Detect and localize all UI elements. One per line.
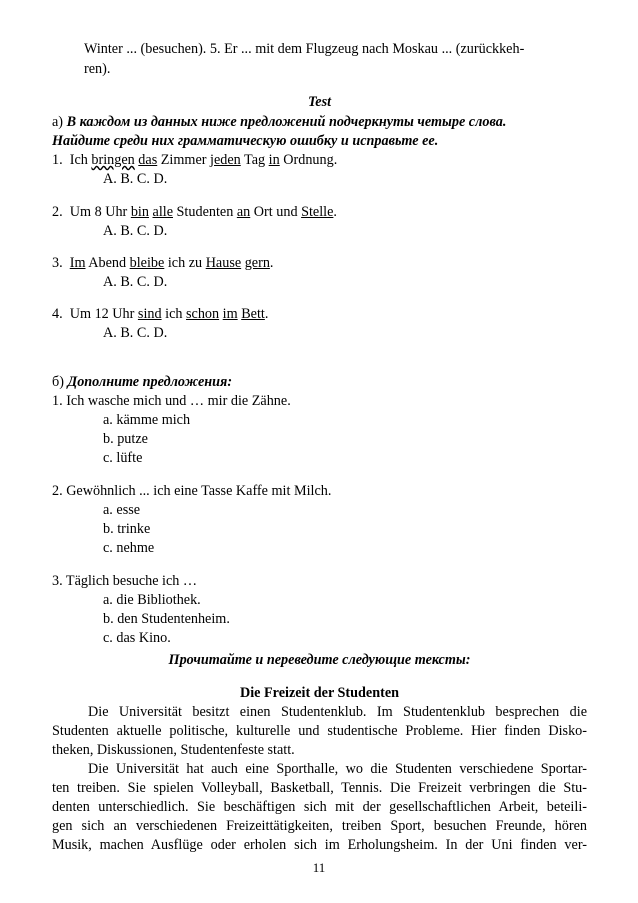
word: Um 8 Uhr <box>69 204 128 220</box>
question-3: 3. Täglich besuche ich … <box>52 573 198 589</box>
paragraph-2-line-1: Die Universität hat auch eine Sporthalle, wo die Studenten verschiedene Sportar- <box>88 761 587 777</box>
section-b-label: б) <box>52 374 64 390</box>
paragraph-2-line-2: ten treiben. Sie spielen Volleyball, Basketball, Tennis. Die Freizeit verbringen die Stu- <box>52 780 587 796</box>
section-a-instruction-1 <box>52 113 587 132</box>
question-1-option-b: b. putze <box>103 431 148 447</box>
sentence-1 <box>52 151 587 170</box>
sentence-1-options: A. B. C. D. <box>103 171 168 187</box>
sentence-2 <box>52 203 587 222</box>
read-instruction: Прочитайте и переведите следующие тексты: <box>168 652 471 668</box>
word: . <box>264 306 269 322</box>
underlined-word-a: bin <box>130 204 149 220</box>
section-a-label: а) <box>52 114 64 130</box>
sentence-4-options: A. B. C. D. <box>103 325 168 341</box>
word: Ort und <box>253 204 298 220</box>
sentence-2-options: A. B. C. D. <box>103 223 168 239</box>
underlined-word-d: gern <box>244 255 270 271</box>
sentence-number: 2. <box>52 204 63 220</box>
question-3-option-b: b. den Studentenheim. <box>103 611 230 627</box>
question-2-option-b: b. trinke <box>103 521 151 537</box>
underlined-word-d: Bett <box>241 306 265 322</box>
word: . <box>333 204 337 220</box>
word: Abend <box>88 255 127 271</box>
underlined-word-a: Im <box>69 255 86 271</box>
sentence-number: 1. <box>52 152 63 168</box>
paragraph-2-line-3: denten unterschiedlich. Sie beschäftigen sich mit der gesellschaftlichen Arbeit, beteili- <box>52 799 587 815</box>
word: Tag <box>244 152 266 168</box>
underlined-word-d: Stelle <box>301 204 334 220</box>
underlined-word-c: Hause <box>205 255 242 271</box>
question-1-option-a: a. kämme mich <box>103 412 191 428</box>
underlined-word-c: an <box>236 204 251 220</box>
word: ich zu <box>167 255 203 271</box>
underlined-word-c: jeden <box>210 152 241 168</box>
underlined-word-a: sind <box>137 306 162 322</box>
section-a-instruction-2: Найдите среди них грамматическую ошибку и исправьте ее. <box>52 133 439 149</box>
underlined-word-b: bleibe <box>129 255 165 271</box>
word: . <box>269 255 274 271</box>
underlined-word-b: schon <box>186 306 220 322</box>
top-line-1: Winter ... (besuchen). 5. Er ... mit dem Flugzeug nach Moskau ... (zurückkeh- <box>84 41 525 57</box>
paragraph-1-line-3: theken, Diskussionen, Studentenfeste statt. <box>52 742 295 758</box>
sentence-number: 3. <box>52 255 63 271</box>
section-b-text: Дополните предложения: <box>67 374 233 390</box>
question-2-option-a: a. esse <box>103 502 141 518</box>
underlined-word-c: im <box>222 306 238 322</box>
word: Zimmer <box>160 152 207 168</box>
word: Ordnung. <box>283 152 338 168</box>
underlined-word-d: in <box>268 152 280 168</box>
underlined-word-b: alle <box>152 204 173 220</box>
word: Um 12 Uhr <box>69 306 135 322</box>
top-line-2: ren). <box>84 61 111 77</box>
question-2: 2. Gewöhnlich ... ich eine Tasse Kaffe mit Milch. <box>52 483 332 499</box>
question-3-option-a: a. die Bibliothek. <box>103 592 201 608</box>
paragraph-1-line-2: Studenten aktuelle politische, kulturelle und studentische Probleme. Hier finden Disko- <box>52 723 587 739</box>
underlined-word-a: bringen <box>91 152 135 168</box>
word: ich <box>165 306 183 322</box>
word: Studenten <box>176 204 234 220</box>
sentence-4 <box>52 305 587 324</box>
section-b-instruction <box>52 373 587 392</box>
text-title: Die Freizeit der Studenten <box>239 685 400 701</box>
section-a-text-1: В каждом из данных ниже предложений подчеркнуты четыре слова. <box>66 114 507 130</box>
question-3-option-c: c. das Kino. <box>103 630 171 646</box>
underlined-word-b: das <box>138 152 158 168</box>
sentence-3 <box>52 254 587 273</box>
page-number: 11 <box>312 860 326 875</box>
test-title: Test <box>307 94 332 110</box>
question-1: 1. Ich wasche mich und … mir die Zähne. <box>52 393 291 409</box>
sentence-number: 4. <box>52 306 63 322</box>
paragraph-2-line-4: gen sich an verschiedenen Freizeittätigkeiten, treiben Sport, besuchen Freunde, hören <box>52 818 587 834</box>
word: Ich <box>69 152 88 168</box>
sentence-3-options: A. B. C. D. <box>103 274 168 290</box>
paragraph-2-line-5: Musik, machen Ausflüge oder erholen sich im Erholungsheim. In der Uni finden ver- <box>52 837 587 853</box>
question-2-option-c: c. nehme <box>103 540 155 556</box>
question-1-option-c: c. lüfte <box>103 450 143 466</box>
paragraph-1-line-1: Die Universität besitzt einen Studentenklub. Im Studentenklub besprechen die <box>88 704 587 720</box>
